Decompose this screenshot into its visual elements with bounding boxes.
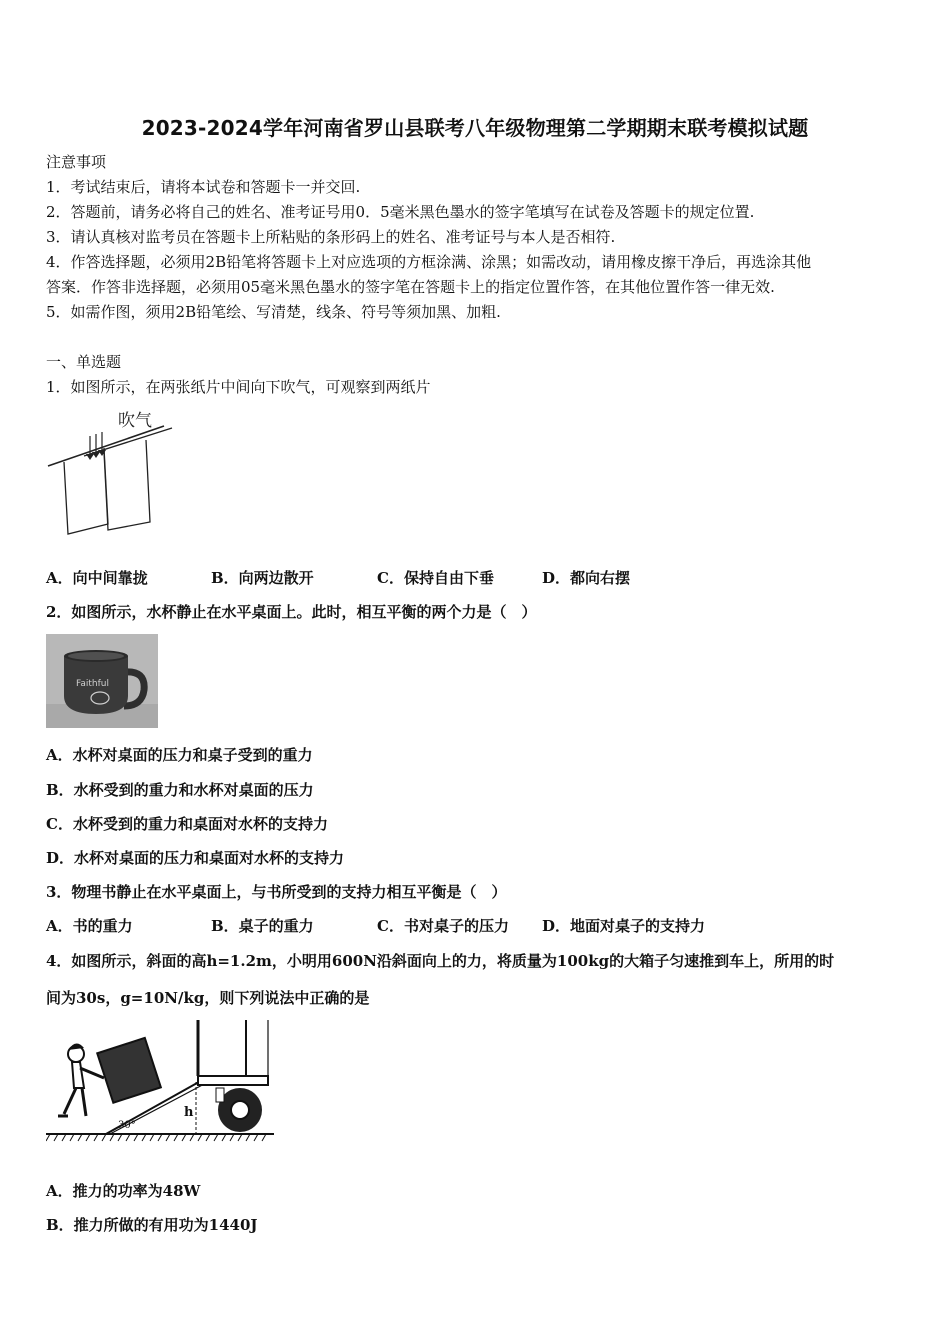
mug-text: Faithful xyxy=(76,679,109,689)
notice-item: 1．考试结束后，请将本试卷和答题卡一并交回. xyxy=(46,178,361,196)
q2-option-c: C．水杯受到的重力和桌面对水杯的支持力 xyxy=(46,815,328,833)
q1-option-b: B．向两边散开 xyxy=(211,569,314,587)
question-3-stem: 3．物理书静止在水平桌面上，与书所受到的支持力相互平衡是（ ） xyxy=(46,883,507,901)
angle-label: 30° xyxy=(118,1120,136,1131)
question-2-stem: 2．如图所示，水杯静止在水平桌面上。此时，相互平衡的两个力是（ ） xyxy=(46,603,537,621)
notice-item: 2．答题前，请务必将自己的姓名、准考证号用0．5毫米黑色墨水的签字笔填写在试卷及答题卡的规定位置. xyxy=(46,203,755,221)
page-title: 2023-2024学年河南省罗山县联考八年级物理第二学期期末联考模拟试题 xyxy=(141,116,809,140)
height-label: h xyxy=(184,1105,194,1120)
q3-option-b: B．桌子的重力 xyxy=(211,917,314,935)
q3-option-a: A．书的重力 xyxy=(46,917,133,935)
notice-item: 答案．作答非选择题，必须用05毫米黑色墨水的签字笔在答题卡上的指定位置作答，在其他位置作答一律无效. xyxy=(46,278,775,296)
notice-item: 4．作答选择题，必须用2B铅笔将答题卡上对应选项的方框涂满、涂黑；如需改动，请用橡皮擦干净后，再选涂其他 xyxy=(46,253,812,271)
paper-blowing-figure xyxy=(46,404,176,539)
q2-option-a: A．水杯对桌面的压力和桌子受到的重力 xyxy=(46,746,313,764)
q3-option-c: C．书对桌子的压力 xyxy=(377,917,509,935)
notice-item: 5．如需作图，须用2B铅笔绘、写清楚，线条、符号等须加黑、加粗. xyxy=(46,303,501,321)
q1-option-a: A．向中间靠拢 xyxy=(46,569,148,587)
blow-label: 吹气 xyxy=(118,411,152,431)
question-4-stem-line1: 4．如图所示，斜面的高h=1.2m，小明用600N沿斜面向上的力，将质量为100kg的大箱子匀速推到车上，所用的时 xyxy=(46,952,835,970)
question-1-stem: 1．如图所示，在两张纸片中间向下吹气，可观察到两纸片 xyxy=(46,378,431,396)
notice-heading: 注意事项 xyxy=(46,153,107,171)
q1-option-d: D．都向右摆 xyxy=(542,569,631,587)
q4-option-b: B．推力所做的有用功为1440J xyxy=(46,1216,258,1234)
q1-option-c: C．保持自由下垂 xyxy=(377,569,494,587)
question-4-stem-line2: 间为30s，g=10N/kg，则下列说法中正确的是 xyxy=(46,989,370,1007)
q2-option-b: B．水杯受到的重力和水杯对桌面的压力 xyxy=(46,781,314,799)
ramp-truck-figure xyxy=(46,1020,276,1145)
q3-option-d: D．地面对桌子的支持力 xyxy=(542,917,706,935)
q4-option-a: A．推力的功率为48W xyxy=(46,1182,201,1200)
section-heading: 一、单选题 xyxy=(46,353,122,371)
mug-photo xyxy=(46,634,158,728)
notice-item: 3．请认真核对监考员在答题卡上所粘贴的条形码上的姓名、准考证号与本人是否相符. xyxy=(46,228,616,246)
q2-option-d: D．水杯对桌面的压力和桌面对水杯的支持力 xyxy=(46,849,345,867)
